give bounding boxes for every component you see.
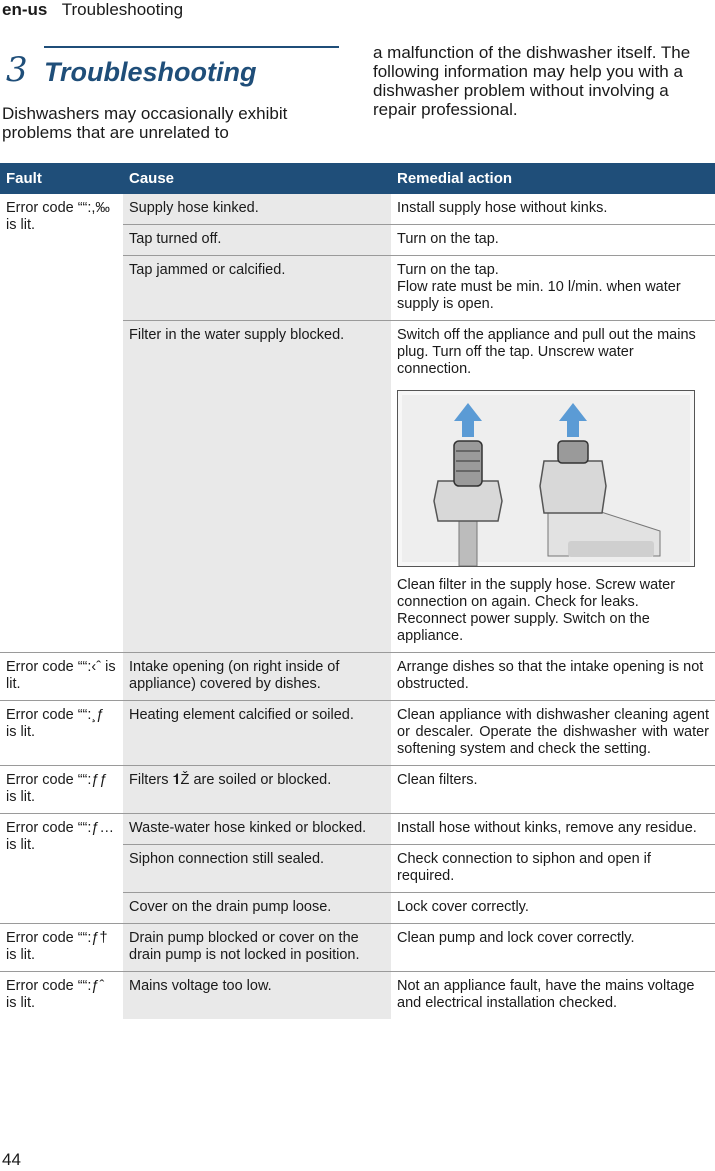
header-action: Remedial action	[391, 163, 715, 194]
action-cell: Arrange dishes so that the intake opening is not obstructed.	[391, 653, 715, 701]
fault-cell: Error code ““:‹ˆ is lit.	[0, 653, 123, 701]
cause-cell: Siphon connection still sealed.	[123, 845, 391, 893]
table-row	[0, 701, 715, 766]
fault-cell: Error code ““:ƒƒ is lit.	[0, 766, 123, 814]
action-cell: Check connection to siphon and open if required.	[391, 845, 715, 893]
action-cell: Install supply hose without kinks.	[391, 194, 715, 225]
chapter-heading	[6, 50, 256, 90]
table-row	[0, 972, 715, 1020]
action-cell: Clean filters.	[391, 766, 715, 814]
section-name: Troubleshooting	[61, 0, 184, 19]
table-row	[0, 766, 715, 814]
cause-cell: Filter in the water supply blocked.	[123, 321, 391, 653]
troubleshooting-table	[0, 163, 715, 1019]
table-row	[0, 814, 715, 845]
cause-cell: Tap jammed or calcified.	[123, 256, 391, 321]
action-cell	[391, 321, 715, 653]
cause-cell: Tap turned off.	[123, 225, 391, 256]
action-cell: Turn on the tap.	[391, 225, 715, 256]
action-cell: Clean appliance with dishwasher cleaning agent or descaler. Operate the dishwasher with water softening system and check the setting.	[391, 701, 715, 766]
chapter-number: 3	[6, 50, 28, 90]
fault-cell: Error code ““:ƒ… is lit.	[0, 814, 123, 924]
intro-text-right: a malfunction of the dishwasher itself. The following information may help you with a dishwasher problem without involving a repair professional.	[373, 43, 691, 119]
page-number: 44	[2, 1150, 21, 1169]
table-row	[0, 924, 715, 972]
action-cell: Lock cover correctly.	[391, 893, 715, 924]
cause-cell: Drain pump blocked or cover on the drain pump is not locked in position.	[123, 924, 391, 972]
header-cause: Cause	[123, 163, 391, 194]
language-code: en-us	[2, 0, 48, 19]
cause-cell: Filters 𝟏Ž are soiled or blocked.	[123, 766, 391, 814]
cause-cell: Cover on the drain pump loose.	[123, 893, 391, 924]
table-row	[0, 653, 715, 701]
action-cell: Clean pump and lock cover correctly.	[391, 924, 715, 972]
fault-cell: Error code ““:,‰ is lit.	[0, 194, 123, 653]
fault-cell: Error code ““:¸ƒ is lit.	[0, 701, 123, 766]
cause-cell: Supply hose kinked.	[123, 194, 391, 225]
action-cell: Turn on the tap. Flow rate must be min. 10 l/min. when water supply is open.	[391, 256, 715, 321]
supply-hose-filter-figure	[397, 390, 695, 567]
fault-cell: Error code ““:ƒ† is lit.	[0, 924, 123, 972]
action-cell: Install hose without kinks, remove any residue.	[391, 814, 715, 845]
running-head	[2, 0, 183, 20]
chapter-title: Troubleshooting	[44, 57, 257, 87]
action-text-after: Clean filter in the supply hose. Screw water connection on again. Check for leaks. Reconnect power supply. Switch on the appliance.	[397, 577, 676, 644]
cause-cell: Heating element calcified or soiled.	[123, 701, 391, 766]
cause-cell: Waste-water hose kinked or blocked.	[123, 814, 391, 845]
table-row	[0, 194, 715, 225]
intro-text-left: Dishwashers may occasionally exhibit problems that are unrelated to	[2, 104, 288, 142]
cause-cell: Mains voltage too low.	[123, 972, 391, 1020]
fault-cell: Error code ““:ƒˆ is lit.	[0, 972, 123, 1020]
table-header-row	[0, 163, 715, 194]
cause-cell: Intake opening (on right inside of appliance) covered by dishes.	[123, 653, 391, 701]
filter-illustration	[398, 391, 694, 566]
header-fault: Fault	[0, 163, 123, 194]
action-cell: Not an appliance fault, have the mains voltage and electrical installation checked.	[391, 972, 715, 1020]
chapter-rule	[44, 46, 339, 48]
action-text-before: Switch off the appliance and pull out the mains plug. Turn off the tap. Unscrew water connection.	[397, 327, 696, 377]
